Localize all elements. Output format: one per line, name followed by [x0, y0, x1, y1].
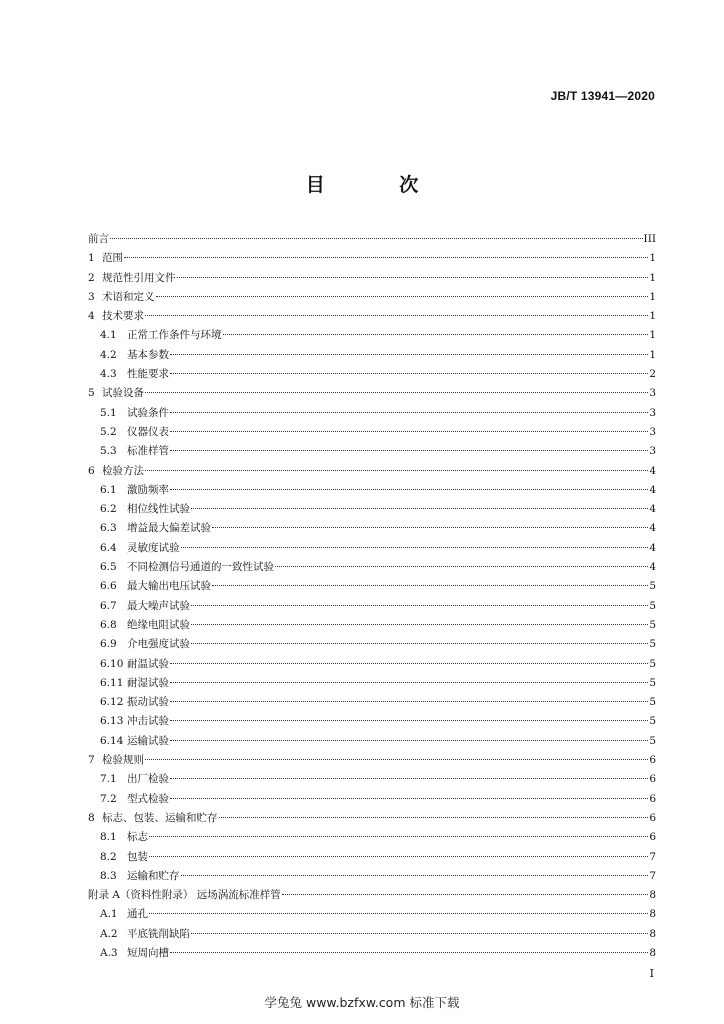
toc-dot-leader: [191, 643, 648, 644]
toc-entry[interactable]: [88, 597, 656, 616]
toc-entry-number: 6.6: [100, 580, 117, 593]
toc-entry-number: 6.7: [100, 599, 117, 612]
toc-dot-leader: [149, 836, 648, 837]
toc-entry[interactable]: [88, 867, 656, 886]
toc-entry[interactable]: [88, 790, 656, 809]
toc-entry-label: 前言: [88, 233, 109, 245]
toc-entry-page: 1: [649, 252, 656, 265]
toc-dot-leader: [170, 720, 648, 721]
toc-entry[interactable]: [88, 500, 656, 519]
toc-entry-label: 附录 A（资料性附录） 远场涡流标准样管: [88, 889, 281, 902]
toc-entry-page: 5: [649, 734, 656, 747]
toc-dot-leader: [177, 277, 649, 278]
toc-entry-label: 通孔: [127, 908, 148, 921]
toc-entry-number: 3: [88, 290, 95, 303]
toc-dot-leader: [191, 624, 648, 625]
toc-entry-page: 5: [649, 638, 656, 651]
toc-entry-number: 5: [88, 387, 95, 400]
toc-entry-number: 5.1: [100, 406, 117, 419]
toc-entry-number: 6.2: [100, 503, 117, 516]
toc-entry[interactable]: [88, 462, 656, 481]
toc-entry-page: 6: [649, 811, 656, 824]
toc-entry[interactable]: [88, 558, 656, 577]
toc-entry-number: 6.10: [100, 657, 124, 670]
toc-entry[interactable]: [88, 577, 656, 596]
toc-entry-label: 激励频率: [127, 483, 169, 496]
toc-entry-label: 运输试验: [127, 734, 169, 747]
toc-entry[interactable]: [88, 751, 656, 770]
toc-entry-number: 4: [88, 310, 95, 323]
toc-entry[interactable]: [88, 886, 656, 905]
toc-entry-page: 8: [649, 946, 656, 959]
toc-entry-label: 冲击试验: [127, 715, 169, 728]
toc-entry-label: 试验条件: [127, 406, 169, 419]
toc-entry-page: 7: [649, 850, 656, 863]
toc-entry[interactable]: [88, 925, 656, 944]
toc-entry-number: 6.1: [100, 483, 117, 496]
toc-entry-number: A.3: [100, 946, 118, 959]
toc-dot-leader: [170, 701, 648, 702]
toc-entry-page: III: [643, 233, 656, 245]
toc-entry-page: 4: [649, 483, 656, 496]
toc-entry[interactable]: [88, 809, 656, 828]
toc-entry-number: 4.2: [100, 348, 117, 361]
toc-entry-label: 性能要求: [127, 368, 169, 381]
toc-entry-label: 基本参数: [127, 348, 169, 361]
toc-entry-label: 包装: [127, 850, 148, 863]
toc-dot-leader: [170, 778, 648, 779]
toc-dot-leader: [170, 740, 648, 741]
toc-entry-number: 1: [88, 252, 95, 265]
toc-entry-number: A.1: [100, 908, 118, 921]
toc-entry-label: 正常工作条件与环境: [127, 329, 222, 342]
toc-entry[interactable]: [88, 346, 656, 365]
toc-entry-page: 4: [649, 503, 656, 516]
toc-entry-label: 耐湿试验: [127, 676, 169, 689]
toc-entry[interactable]: [88, 655, 656, 674]
standard-code: JB/T 13941—2020: [550, 89, 655, 103]
toc-entry-label: 技术要求: [102, 310, 144, 323]
toc-entry-label: 试验设备: [102, 387, 144, 400]
toc-entry-number: 4.1: [100, 329, 117, 342]
toc-entry-page: 5: [649, 618, 656, 631]
toc-entry-page: 4: [649, 522, 656, 535]
toc-entry[interactable]: [88, 828, 656, 847]
toc-dot-leader: [181, 875, 649, 876]
toc-entry[interactable]: [88, 365, 656, 384]
toc-entry-label: 检验方法: [102, 464, 144, 477]
toc-entry-label: 短周向槽: [127, 946, 169, 959]
toc-entry-label: 灵敏度试验: [127, 541, 180, 554]
page-number: I: [649, 967, 654, 980]
toc-entry[interactable]: [88, 423, 656, 442]
toc-dot-leader: [170, 952, 648, 953]
toc-entry-number: 6: [88, 464, 95, 477]
toc-entry-label: 型式检验: [127, 792, 169, 805]
toc-entry-label: 检验规则: [102, 754, 144, 767]
toc-entry-page: 1: [649, 290, 656, 303]
toc-entry[interactable]: [88, 905, 656, 924]
toc-entry-number: 8.1: [100, 831, 117, 844]
toc-dot-leader: [145, 470, 648, 471]
toc-entry-page: 1: [649, 348, 656, 361]
toc-dot-leader: [170, 489, 648, 490]
toc-entry-number: 7: [88, 754, 95, 767]
toc-entry-page: 3: [649, 425, 656, 438]
toc-entry-page: 4: [649, 464, 656, 477]
toc-entry[interactable]: [88, 635, 656, 654]
toc-dot-leader: [191, 508, 648, 509]
toc-entry-page: 8: [649, 889, 656, 902]
toc-entry-number: 7.1: [100, 773, 117, 786]
toc-entry-number: 6.13: [100, 715, 124, 728]
toc-entry-number: 2: [88, 271, 95, 284]
toc-entry-number: 6.8: [100, 618, 117, 631]
toc-entry-page: 4: [649, 541, 656, 554]
toc-dot-leader: [110, 238, 643, 239]
watermark-text: 学兔兔 www.bzfxw.com 标准下载: [264, 995, 460, 1010]
toc-dot-leader: [223, 334, 649, 335]
toc-entry-label: 振动试验: [127, 696, 169, 709]
toc-entry-page: 6: [649, 792, 656, 805]
toc-entry[interactable]: [88, 384, 656, 403]
toc-entry-page: 8: [649, 927, 656, 940]
toc-entry[interactable]: [88, 674, 656, 693]
toc-entry[interactable]: [88, 770, 656, 789]
toc-entry[interactable]: [88, 326, 656, 345]
toc-entry-number: 6.5: [100, 561, 117, 574]
toc-entry-label: 最大噪声试验: [127, 599, 190, 612]
toc-dot-leader: [145, 315, 648, 316]
toc-entry-number: 6.12: [100, 696, 124, 709]
toc-entry-page: 6: [649, 831, 656, 844]
toc-dot-leader: [149, 856, 648, 857]
toc-entry-number: 8: [88, 811, 95, 824]
toc-entry-number: 6.9: [100, 638, 117, 651]
toc-dot-leader: [124, 257, 648, 258]
toc-entry[interactable]: [88, 848, 656, 867]
toc-entry-page: 2: [649, 368, 656, 381]
toc-entry-number: 6.3: [100, 522, 117, 535]
toc-entry-number: 5.3: [100, 445, 117, 458]
toc-entry-label: 术语和定义: [102, 290, 155, 303]
toc-dot-leader: [170, 431, 648, 432]
toc-entry[interactable]: [88, 404, 656, 423]
toc-entry-label: 规范性引用文件: [102, 271, 176, 284]
toc-dot-leader: [275, 566, 648, 567]
toc-entry-label: 出厂检验: [127, 773, 169, 786]
page-title: 目 次: [305, 174, 453, 196]
toc-dot-leader: [212, 585, 648, 586]
toc-entry-label: 标志: [127, 831, 148, 844]
toc-dot-leader: [156, 296, 649, 297]
toc-entry[interactable]: [88, 442, 656, 461]
toc-dot-leader: [170, 412, 648, 413]
toc-entry-label: 仪器仪表: [127, 425, 169, 438]
toc-entry-page: 6: [649, 773, 656, 786]
table-of-contents: [88, 230, 656, 963]
toc-dot-leader: [191, 605, 648, 606]
toc-entry-number: A.2: [100, 927, 118, 940]
toc-entry-page: 4: [649, 561, 656, 574]
toc-entry[interactable]: [88, 249, 656, 268]
toc-entry-page: 3: [649, 445, 656, 458]
toc-dot-leader: [191, 933, 648, 934]
toc-dot-leader: [170, 663, 648, 664]
toc-dot-leader: [145, 392, 648, 393]
toc-entry-page: 5: [649, 715, 656, 728]
toc-entry[interactable]: [88, 712, 656, 731]
toc-entry-page: 3: [649, 406, 656, 419]
toc-entry-number: 4.3: [100, 368, 117, 381]
toc-entry-number: 6.4: [100, 541, 117, 554]
toc-entry-label: 范围: [102, 252, 123, 265]
toc-entry-page: 5: [649, 580, 656, 593]
toc-dot-leader: [170, 798, 648, 799]
toc-entry-page: 1: [649, 329, 656, 342]
toc-entry-page: 5: [649, 696, 656, 709]
toc-entry[interactable]: [88, 481, 656, 500]
toc-entry[interactable]: [88, 230, 656, 249]
toc-entry-number: 7.2: [100, 792, 117, 805]
toc-entry-label: 最大输出电压试验: [127, 580, 211, 593]
toc-dot-leader: [170, 450, 648, 451]
toc-entry-label: 介电强度试验: [127, 638, 190, 651]
toc-entry[interactable]: [88, 539, 656, 558]
toc-entry-page: 5: [649, 599, 656, 612]
toc-dot-leader: [219, 817, 649, 818]
toc-entry-page: 8: [649, 908, 656, 921]
toc-dot-leader: [149, 913, 648, 914]
toc-entry-page: 1: [649, 271, 656, 284]
toc-dot-leader: [145, 759, 648, 760]
toc-entry-page: 5: [649, 657, 656, 670]
toc-entry-label: 相位线性试验: [127, 503, 190, 516]
toc-entry-label: 平底铣削缺陷: [127, 927, 190, 940]
toc-dot-leader: [212, 527, 648, 528]
toc-entry[interactable]: [88, 307, 656, 326]
toc-entry-label: 不同检测信号通道的一致性试验: [127, 561, 274, 574]
toc-entry[interactable]: [88, 693, 656, 712]
toc-entry[interactable]: [88, 519, 656, 538]
toc-entry[interactable]: [88, 944, 656, 963]
toc-dot-leader: [170, 682, 648, 683]
toc-entry-number: 6.11: [100, 676, 124, 689]
toc-entry[interactable]: [88, 616, 656, 635]
toc-entry-label: 运输和贮存: [127, 869, 180, 882]
toc-entry[interactable]: [88, 732, 656, 751]
toc-entry-page: 5: [649, 676, 656, 689]
toc-dot-leader: [170, 354, 648, 355]
toc-dot-leader: [282, 894, 649, 895]
toc-dot-leader: [181, 547, 649, 548]
toc-entry-label: 增益最大偏差试验: [127, 522, 211, 535]
toc-entry-number: 8.3: [100, 869, 117, 882]
toc-dot-leader: [170, 373, 648, 374]
toc-entry-number: 6.14: [100, 734, 124, 747]
toc-entry-page: 6: [649, 754, 656, 767]
toc-entry-page: 7: [649, 869, 656, 882]
toc-entry-number: 8.2: [100, 850, 117, 863]
toc-entry[interactable]: [88, 269, 656, 288]
toc-entry-label: 绝缘电阻试验: [127, 618, 190, 631]
toc-entry-number: 5.2: [100, 425, 117, 438]
toc-entry-label: 标志、包装、运输和贮存: [102, 811, 218, 824]
toc-entry-page: 3: [649, 387, 656, 400]
toc-entry[interactable]: [88, 288, 656, 307]
toc-entry-label: 耐温试验: [127, 657, 169, 670]
toc-entry-label: 标准样管: [127, 445, 169, 458]
toc-entry-page: 1: [649, 310, 656, 323]
